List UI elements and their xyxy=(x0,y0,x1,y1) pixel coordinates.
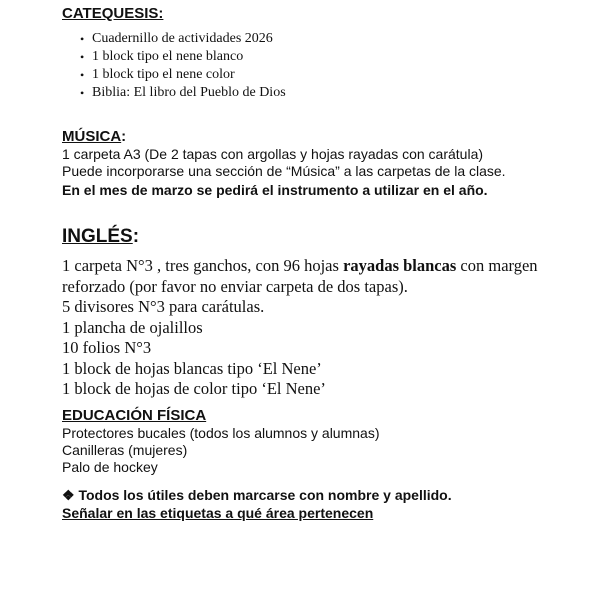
ingles-line-3: 1 plancha de ojalillos xyxy=(62,317,203,337)
ingles-line-2: 5 divisores N°3 para carátulas. xyxy=(62,297,265,316)
educacion-fisica-line-2: Canilleras (mujeres) xyxy=(62,442,188,458)
educacion-fisica-line-1: Protectores bucales (todos los alumnos y alumnas) xyxy=(62,425,380,441)
musica-line-1: 1 carpeta A3 (De 2 tapas con argollas y hojas rayadas con carátula) xyxy=(62,146,484,162)
bullet-icon: • xyxy=(80,86,85,100)
educacion-fisica-line-3: Palo de hockey xyxy=(62,459,158,475)
diamond-bullet-icon: ❖ xyxy=(62,487,75,503)
list-item-text: Biblia: El libro del Pueblo de Dios xyxy=(92,85,286,100)
bullet-icon: • xyxy=(80,32,85,46)
list-item xyxy=(76,48,286,66)
bullet-icon: • xyxy=(80,68,85,82)
musica-line-3: En el mes de marzo se pedirá el instrumento a utilizar en el año. xyxy=(62,182,488,198)
ingles-line-4: 10 folios N°3 xyxy=(62,338,152,357)
catequesis-list xyxy=(62,30,286,102)
musica-heading-text: MÚSICA xyxy=(62,128,122,145)
catequesis-section xyxy=(62,5,286,102)
ingles-line-6: 1 block de hojas de color tipo ‘El Nene’ xyxy=(62,379,326,398)
note-line-1-text: Todos los útiles deben marcarse con nombre y apellido. xyxy=(78,487,452,503)
ingles-heading-text: INGLÉS xyxy=(62,226,133,247)
ingles-line-1-start: 1 carpeta N°3 , tres ganchos, con 96 hojas xyxy=(62,256,344,275)
ingles-line-1-end: con margen reforzado (por favor no enviar carpeta de dos tapas). xyxy=(62,256,538,296)
educacion-fisica-heading: EDUCACIÓN FÍSICA xyxy=(62,407,207,424)
notes-section xyxy=(62,486,562,522)
list-item-text: 1 block tipo el nene blanco xyxy=(92,49,244,64)
catequesis-heading: CATEQUESIS: xyxy=(62,5,164,22)
list-item xyxy=(76,30,286,48)
note-line-1 xyxy=(62,486,562,504)
bullet-icon: • xyxy=(80,50,85,64)
musica-heading-colon: : xyxy=(121,128,127,145)
ingles-line-1-bold: rayadas blancas xyxy=(343,256,457,275)
list-item-text: 1 block tipo el nene color xyxy=(92,67,235,82)
ingles-section xyxy=(62,226,577,400)
note-line-2: Señalar en las etiquetas a qué área pertenecen xyxy=(62,505,374,521)
ingles-heading xyxy=(62,226,577,248)
educacion-fisica-section xyxy=(62,406,562,476)
list-item xyxy=(76,84,286,102)
musica-section xyxy=(62,128,572,199)
ingles-heading-colon: : xyxy=(132,226,140,247)
list-item-text: Cuadernillo de actividades 2026 xyxy=(92,31,273,46)
musica-line-2: Puede incorporarse una sección de “Música” a las carpetas de la clase. xyxy=(62,163,506,179)
ingles-line-1 xyxy=(62,256,577,297)
ingles-line-5: 1 block de hojas blancas tipo ‘El Nene’ xyxy=(62,358,322,378)
musica-heading xyxy=(62,128,121,146)
list-item xyxy=(76,66,286,84)
